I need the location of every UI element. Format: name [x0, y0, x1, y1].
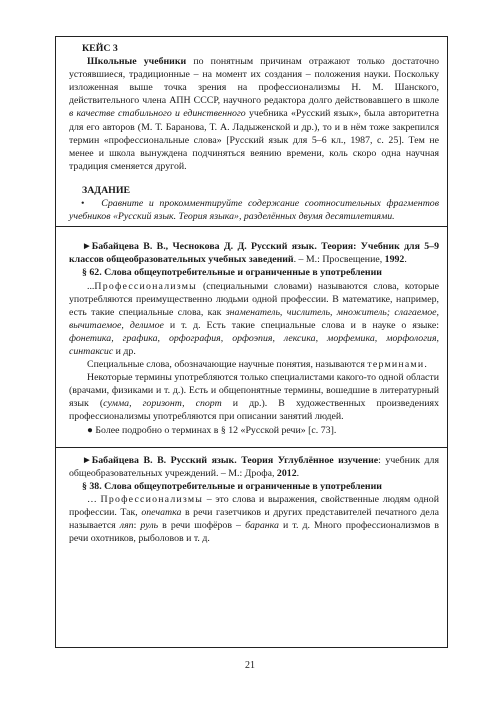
- arrow-icon: ►: [82, 454, 92, 466]
- task-text: Сравните и прокомментируйте содержание соотносительных фрагментов учебников «Русский язык. Теория языка», разделённых двумя десятилетиями.: [69, 198, 439, 223]
- section-38-title: § 38. Слова общеупотребительные и ограниченные в употреблении: [82, 480, 382, 492]
- section-62-reference: ● Более подробно о терминах в § 12 «Русской речи» [с. 73].: [87, 424, 337, 436]
- intro-lead: Школьные учебники: [87, 56, 187, 68]
- divider: [56, 447, 447, 448]
- divider: [56, 226, 447, 227]
- source-reference-1992: ►Бабайцева В. В., Чеснокова Д. Д. Русский язык. Теория: Учебник для 5–9 классов общеобразовательных учебных заведений. – М.: Просвещение, 1992.: [69, 241, 439, 266]
- bullet-icon: •: [81, 198, 85, 210]
- section-62-paragraph-3: Некоторые термины употребляются только специалистами какого-то одной области (врачами, физиками и т. д.). Есть и общепонятные термины, вошедшие в литературный язык (сумма, горизонт, спорт и др.). В художественных произведениях профессионализмы употребляются при описании занятий людей.: [69, 372, 439, 423]
- task-heading: ЗАДАНИЕ: [82, 184, 131, 196]
- section-62-paragraph-2: Специальные слова, обозначающие научные понятия, называются терминами.: [87, 359, 427, 371]
- intro-paragraph: Школьные учебники по понятным причинам отражают только достаточно устоявшиеся, традиционные – на момент их создания – положения науки. Поскольку изложенная выше точка зрения на профессионализмы Н. М. Шанского, действительного члена АПН СССР, научного редактора долго действовавшего в школе в качестве стабильного и единственного учебника «Русский язык», была авторитетна для его авторов (М. Т. Баранова, Т. А. Ладыженской и др.), то и в нём тоже закрепился термин «профессиональные слова» [Русский язык для 5–6 кл., 1987, с. 25]. Тем не менее и школа вынуждена подчиняться веянию времени, коль скоро одна научная традиция сменяется другой.: [69, 56, 440, 172]
- source-reference-2012: ►Бабайцева В. В. Русский язык. Теория Углублённое изучение: учебник для общеобразовательных учреждений. – М.: Дрофа, 2012.: [69, 454, 439, 479]
- task-item: [69, 197, 439, 223]
- case-box: [55, 36, 448, 648]
- arrow-icon: ►: [82, 241, 92, 253]
- page-number: 21: [245, 660, 255, 671]
- section-62-title: § 62. Слова общеупотребительные и ограниченные в употреблении: [82, 267, 382, 279]
- section-62-paragraph-1: ...Профессионализмы (специальными словами) называются слова, которые употребляются преимущественно людьми одной профессии. В математике, например, есть такие специальные слова, как знаменатель, числитель, множитель; слагаемое, вычитаемое, делимое и т. д. Есть такие специальные слова и в науке о языке: фонетика, графика, орфография, орфоэпия, лексика, морфемика, морфология, синтаксис и др.: [69, 280, 439, 357]
- case-heading: КЕЙС 3: [82, 43, 118, 54]
- section-38-paragraph-1: … Профессионализмы – это слова и выражения, свойственные людям одной профессии. Так, опечатка в речи газетчиков и других представителей печатного дела называется ляп: руль в речи шофёров – баранка и т. д. Много профессионализмов в речи охотников, рыболовов и т. д.: [69, 493, 439, 545]
